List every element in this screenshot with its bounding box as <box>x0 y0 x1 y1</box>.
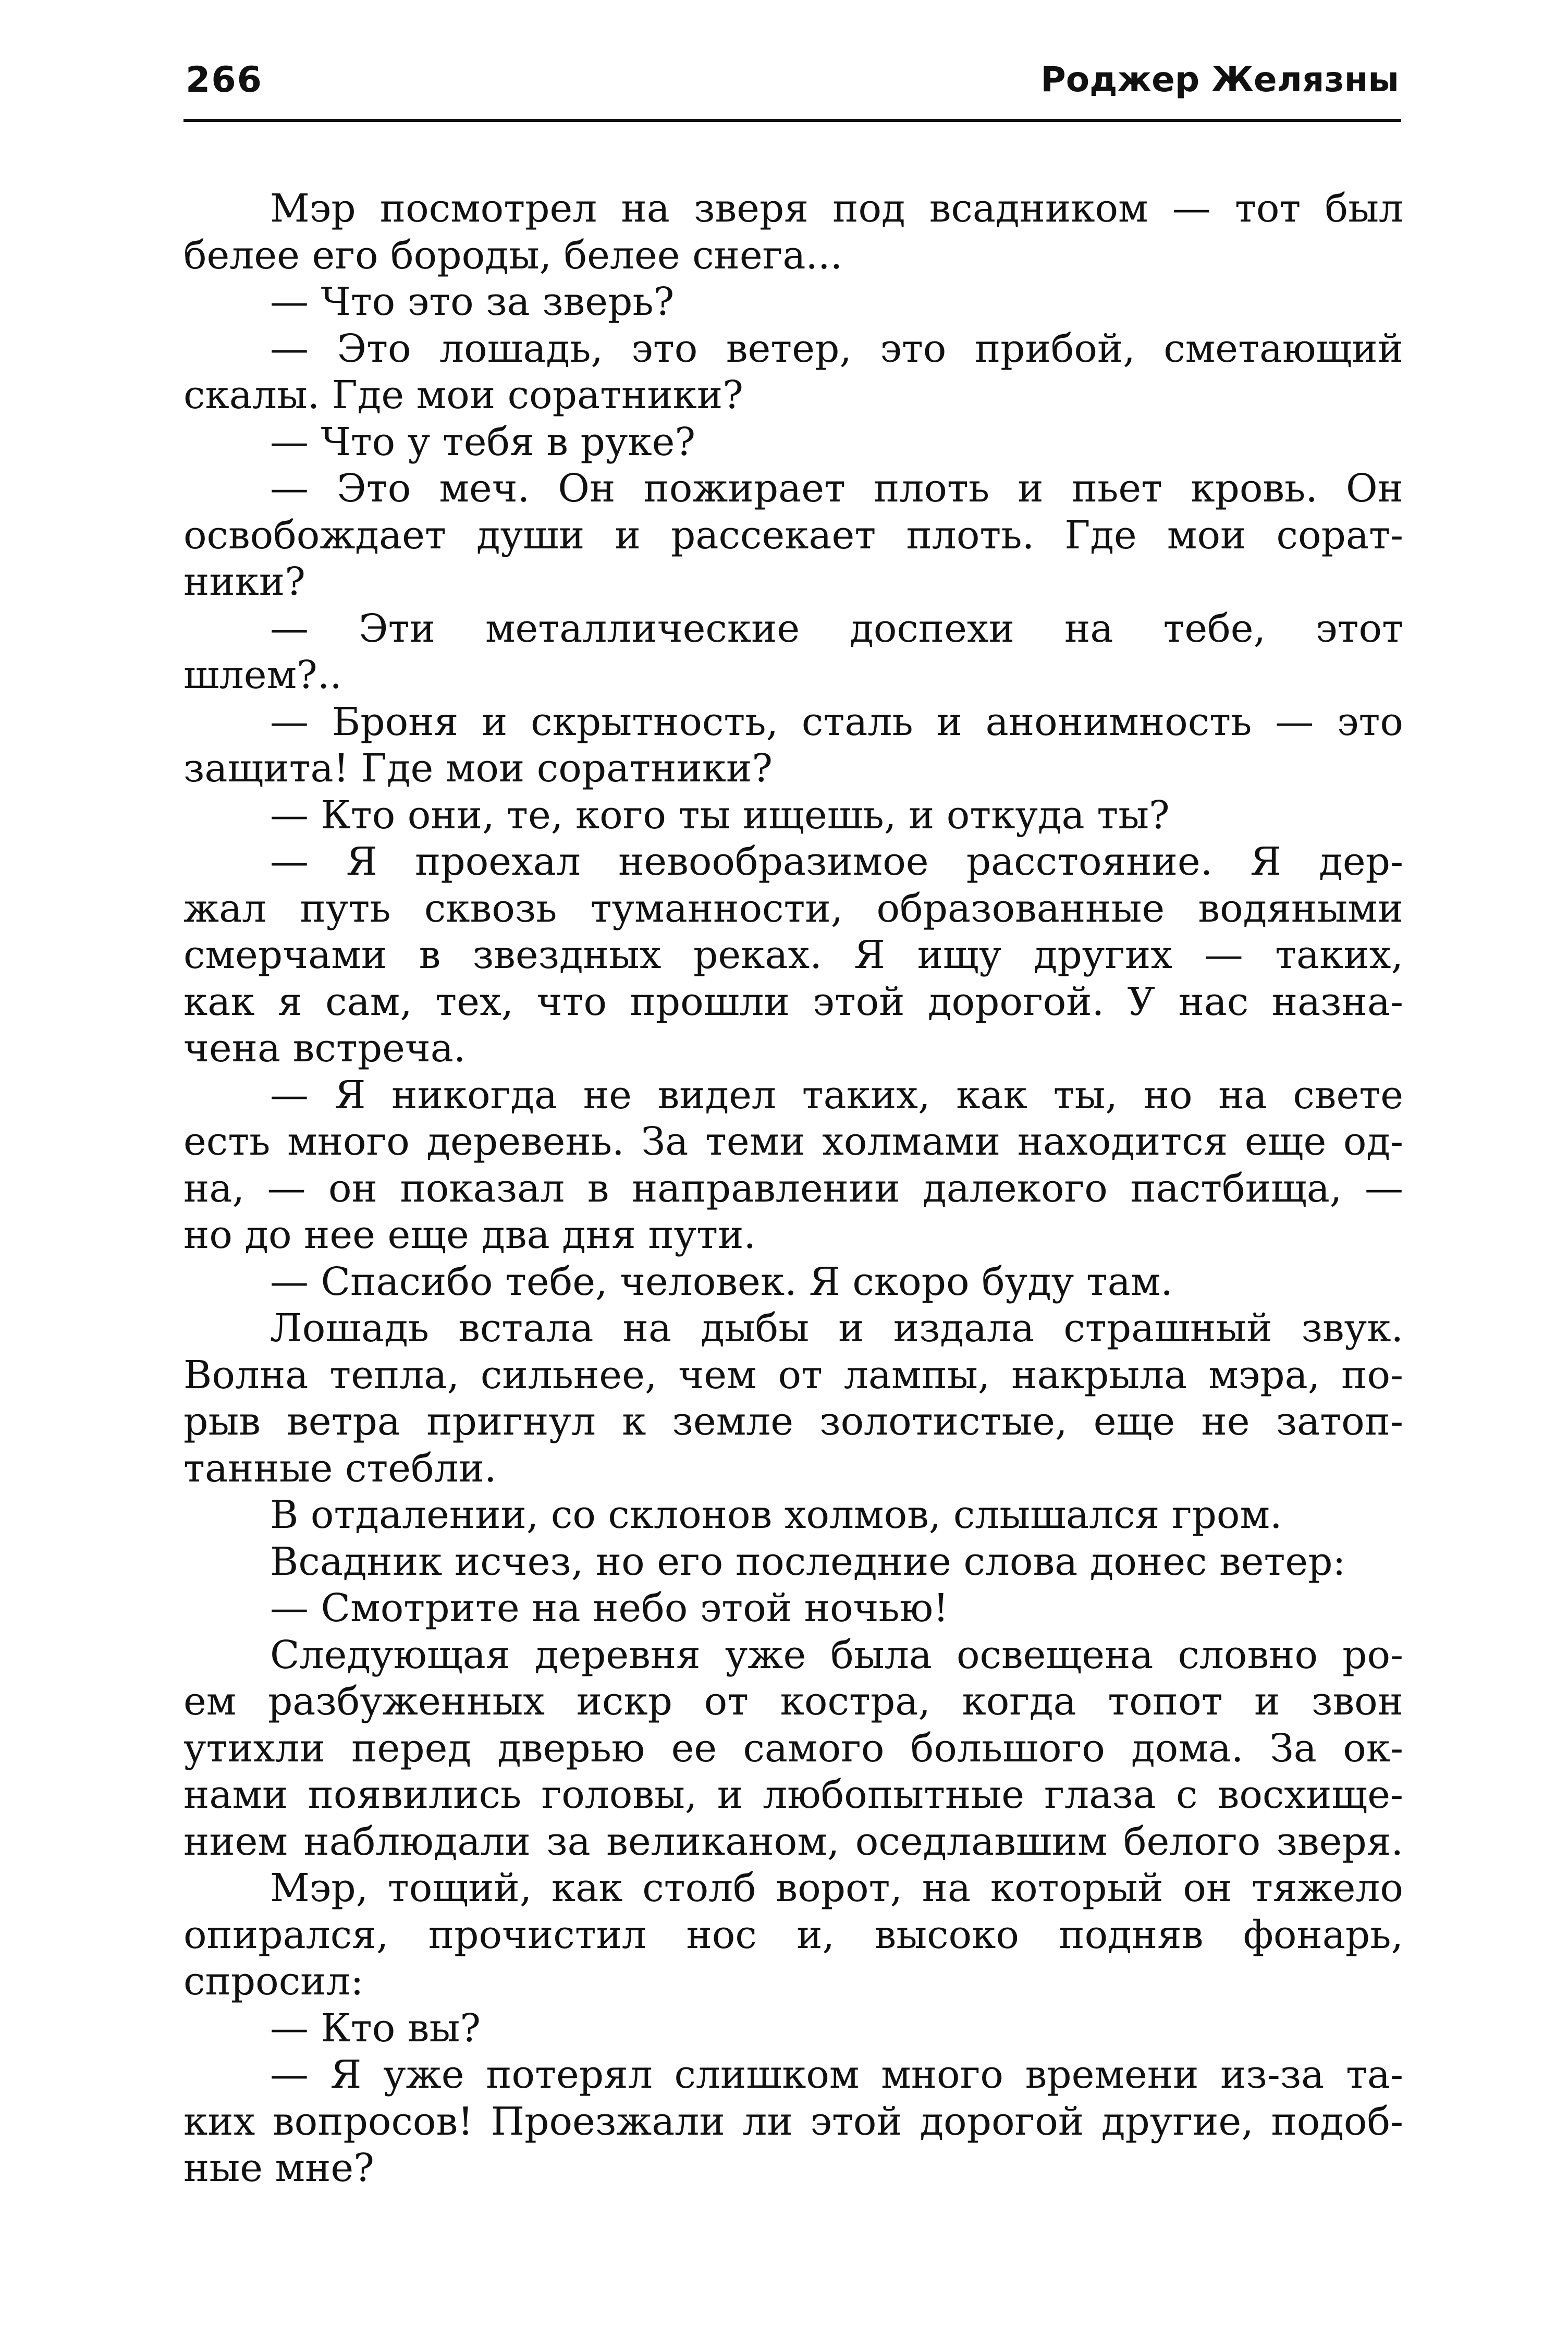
text-line: — Кто вы? <box>270 2005 481 2051</box>
text-line: нием наблюдали за великаном, оседлавшим белого зверя. <box>183 1819 1403 1864</box>
text-line: ные мне? <box>183 2146 374 2190</box>
text-line: освобождает души и рассекает плоть. Где мои сорат- <box>183 512 1403 558</box>
text-line: — Броня и скрытность, сталь и анонимность — это <box>270 699 1403 744</box>
running-title: Роджер Желязны <box>1040 59 1399 100</box>
text-line: — Что это за зверь? <box>270 279 675 324</box>
text-line: Следующая деревня уже была освещена словно ро- <box>270 1632 1403 1677</box>
text-line: — Я проехал невообразимое расстояние. Я дер- <box>270 839 1403 884</box>
text-line: — Это меч. Он пожирает плоть и пьет кровь. Он <box>270 466 1403 511</box>
text-line: опирался, прочистил нос и, высоко подняв фонарь, <box>183 1912 1403 1957</box>
page-header <box>186 54 1399 122</box>
text-line: ких вопросов! Проезжали ли этой дорогой другие, подоб- <box>183 2099 1403 2144</box>
text-line: Волна тепла, сильнее, чем от лампы, накрыла мэра, по- <box>183 1352 1403 1398</box>
text-line: есть много деревень. За теми холмами находится еще од- <box>183 1119 1403 1164</box>
text-line: — Спасибо тебе, человек. Я скоро буду там. <box>270 1259 1173 1304</box>
text-line: белее его бороды, белее снега... <box>183 232 843 278</box>
text-line: рыв ветра пригнул к земле золотистые, еще не затоп- <box>183 1399 1403 1444</box>
text-line: шлем?.. <box>183 653 342 697</box>
text-line: Мэр посмотрел на зверя под всадником — тот был <box>270 186 1403 231</box>
text-line: смерчами в звездных реках. Я ищу других — таких, <box>183 933 1403 977</box>
text-line: ем разбуженных искр от костра, когда топот и звон <box>183 1679 1403 1724</box>
text-line: В отдалении, со склонов холмов, слышался гром. <box>270 1492 1282 1537</box>
body-text <box>183 186 1403 2192</box>
text-line: как я сам, тех, что прошли этой дорогой. У нас назна- <box>183 979 1403 1024</box>
text-line: — Смотрите на небо этой ночью! <box>270 1586 949 1631</box>
text-line: — Что у тебя в руке? <box>270 419 696 464</box>
text-line: танные стебли. <box>183 1446 497 1491</box>
text-line: спросил: <box>183 1959 364 2004</box>
text-line: чена встреча. <box>183 1026 466 1071</box>
text-line: Лошадь встала на дыбы и издала страшный звук. <box>270 1306 1403 1351</box>
text-line: на, — он показал в направлении далекого пастбища, — <box>183 1166 1403 1211</box>
text-line: защита! Где мои соратники? <box>183 746 773 791</box>
header-rule <box>183 119 1401 122</box>
text-line: — Кто они, те, кого ты ищешь, и откуда ты? <box>270 792 1170 838</box>
text-line: Всадник исчез, но его последние слова донес ветер: <box>270 1539 1346 1584</box>
text-line: скалы. Где мои соратники? <box>183 373 743 418</box>
text-line: — Эти металлические доспехи на тебе, этот <box>270 606 1403 651</box>
text-line: — Я никогда не видел таких, как ты, но на свете <box>270 1072 1403 1118</box>
text-line: Мэр, тощий, как столб ворот, на который он тяжело <box>270 1866 1403 1910</box>
text-line: жал путь сквозь туманности, образованные водяными <box>183 886 1403 931</box>
page-number: 266 <box>186 59 263 101</box>
text-line: ники? <box>183 559 305 604</box>
text-line: но до нее еще два дня пути. <box>183 1213 756 1257</box>
text-line: — Я уже потерял слишком много времени из-за та- <box>270 2052 1403 2097</box>
text-line: — Это лошадь, это ветер, это прибой, сметающий <box>270 326 1403 371</box>
text-line: нами появились головы, и любопытные глаза с восхище- <box>183 1772 1403 1817</box>
text-line: утихли перед дверью ее самого большого дома. За ок- <box>183 1725 1403 1771</box>
